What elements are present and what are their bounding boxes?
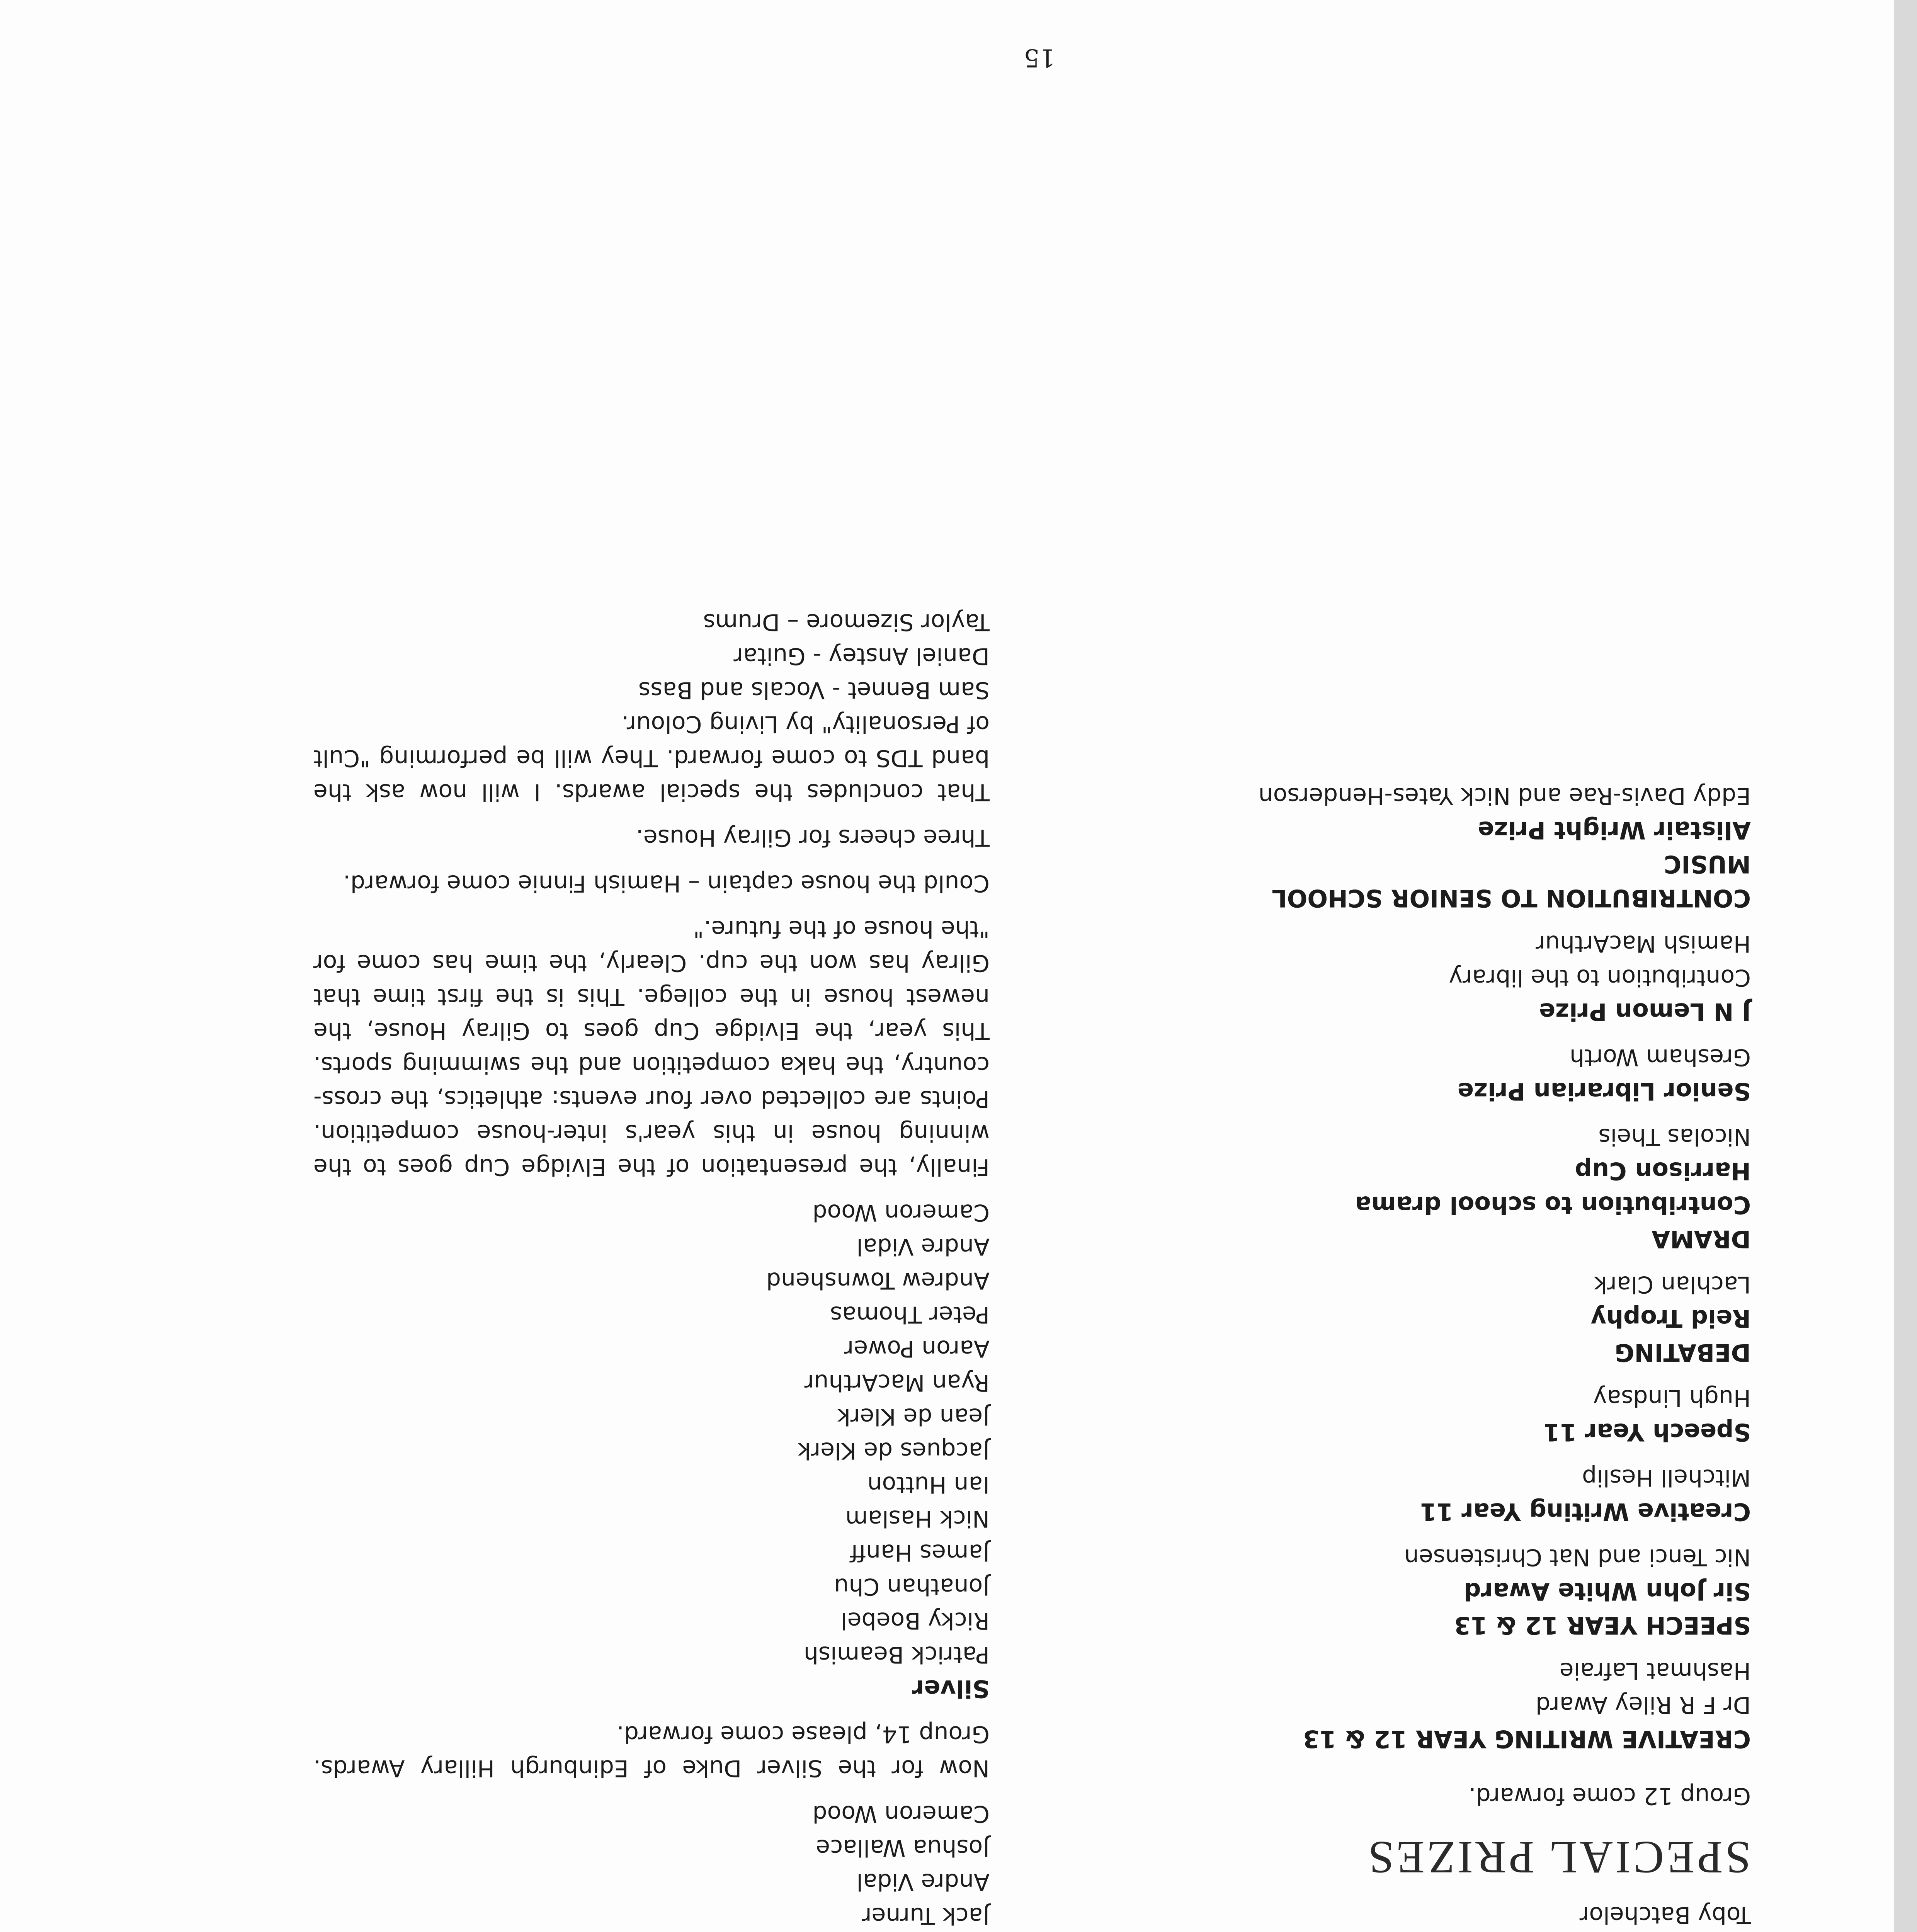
award-recipient: Nicolas Theis xyxy=(1598,1123,1751,1150)
award-recipient: Gresham Worth xyxy=(1569,1044,1751,1071)
award-recipient: Toby Batchelor xyxy=(1579,1901,1751,1929)
award-heading: CONTRIBUTION TO SENIOR SCHOOL xyxy=(1272,884,1751,912)
award-line: Dr F R Riley Award xyxy=(1536,1691,1751,1718)
award-heading: Reid Trophy xyxy=(1590,1304,1751,1333)
award-heading: DRAMA xyxy=(1652,1225,1751,1253)
award-heading: Sir John White Award xyxy=(1464,1577,1751,1605)
award-heading: CREATIVE WRITING YEAR 12 & 13 xyxy=(1303,1725,1751,1753)
award-heading: Creative Writing Year 11 xyxy=(1420,1498,1751,1526)
award-heading: DEBATING xyxy=(1614,1338,1751,1367)
award-recipient: Hashmat Lafraie xyxy=(1559,1657,1751,1684)
left-column xyxy=(1075,779,1751,1932)
list-item: Joshua Wallace xyxy=(816,1834,990,1861)
list-item: Andrew Townshend xyxy=(766,1267,990,1294)
award-heading: Alistair Wright Prize xyxy=(1478,816,1751,844)
award-heading: SPEECH YEAR 12 & 13 xyxy=(1454,1611,1751,1639)
band-paragraph: That concludes the special awards. I will now ask the band TDS to come forward. They will be performing "Cult of Personality" by Living Colour. xyxy=(313,711,990,806)
special-prizes-intro: Group 12 come forward. xyxy=(1468,1782,1751,1810)
list-item: Andre Vidal xyxy=(856,1868,990,1895)
band-member: Sam Bennet - Vocals and Bass xyxy=(638,677,990,704)
house-captain-paragraph: Could the house captain – Hamish Finnie come forward. xyxy=(343,870,990,897)
award-recipient: Hamish MacArthur xyxy=(1536,930,1751,957)
list-item: Jonathan Chu xyxy=(834,1573,990,1600)
award-heading: J N Lemon Prize xyxy=(1539,998,1751,1026)
page-edge-shadow xyxy=(1894,0,1917,1932)
page-number: 15 xyxy=(1024,43,1055,72)
award-recipient: Nic Tenci and Nat Christensen xyxy=(1404,1544,1751,1571)
list-item: Ian Hutton xyxy=(867,1471,990,1498)
band-member: Taylor Sizemore – Drums xyxy=(703,609,990,636)
elvidge-cup-paragraph: Finally, the presentation of the Elvidge Cup goes to the winning house in this year's inter-house competition. Points are collected over four events: athletics, the cross-country, the haka competition and the swimming sports. This year, the Elvidge Cup goes to Gilray House, the newest house in the college. This is the first time that Gilray has won the cup. Clearly, the time has come for "the house of the future." xyxy=(313,915,990,1180)
silver-intro: Now for the Silver Duke of Edinburgh Hillary Awards. Group 14, please come forward. xyxy=(313,1721,990,1782)
list-item: Aaron Power xyxy=(844,1335,990,1362)
list-item: Cameron Wood xyxy=(812,1199,990,1226)
list-item: Ryan MacArthur xyxy=(804,1369,990,1396)
list-item: Cameron Wood xyxy=(812,1800,990,1827)
award-recipient: Eddy Davis-Rae and Nick Yates-Henderson xyxy=(1258,782,1751,810)
band-member: Daniel Anstey - Guitar xyxy=(733,643,990,670)
award-heading: Harrison Cup xyxy=(1575,1157,1751,1185)
award-heading: Senior Librarian Prize xyxy=(1457,1077,1751,1105)
list-item: Jacques de Klerk xyxy=(797,1437,990,1464)
list-item: Nick Haslam xyxy=(845,1505,990,1532)
right-column xyxy=(313,605,990,1932)
silver-heading: Silver xyxy=(912,1675,990,1703)
list-item: James Hanff xyxy=(850,1539,990,1566)
list-item: Ricky Boebel xyxy=(841,1607,990,1634)
special-prizes-title: SPECIAL PRIZES xyxy=(1366,1832,1751,1883)
list-item: Andre Vidal xyxy=(856,1233,990,1260)
list-item: Peter Thomas xyxy=(830,1301,990,1328)
award-recipient: Lachlan Clark xyxy=(1594,1271,1751,1298)
award-recipient: Mitchell Heslip xyxy=(1582,1464,1751,1491)
award-heading: Speech Year 11 xyxy=(1543,1418,1751,1446)
list-item: Jack Turner xyxy=(862,1902,990,1929)
list-item: Patrick Beamish xyxy=(803,1641,990,1668)
award-line: Contribution to the library xyxy=(1449,964,1751,991)
award-heading: MUSIC xyxy=(1664,850,1751,878)
list-item: Jean de Klerk xyxy=(837,1403,990,1430)
cheers-line: Three cheers for Gilray House. xyxy=(636,824,990,851)
award-heading: Contribution to school drama xyxy=(1355,1191,1751,1219)
award-recipient: Hugh Lindsay xyxy=(1593,1384,1751,1412)
